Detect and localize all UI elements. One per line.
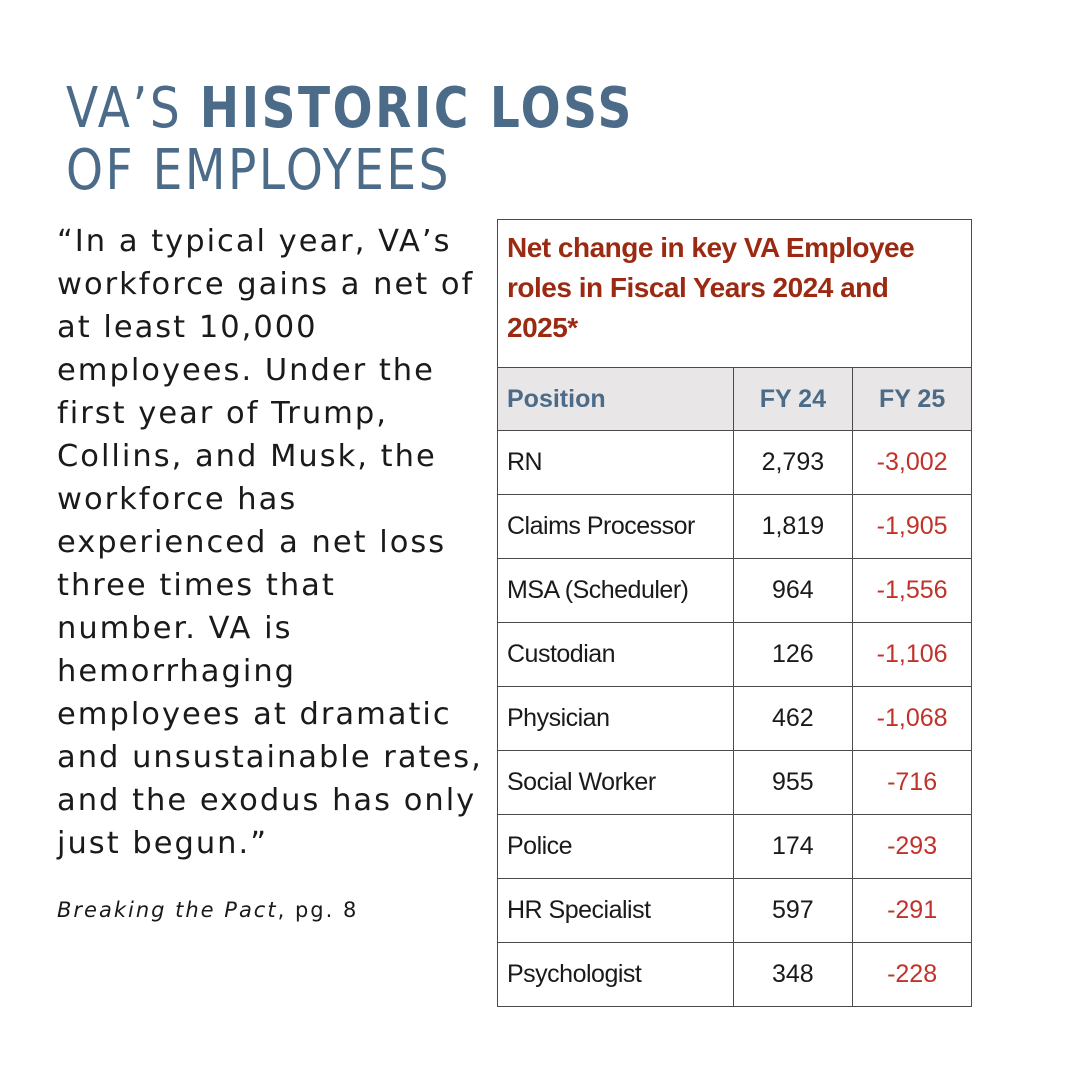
title-part-1: VA’S xyxy=(66,76,183,141)
cell-position: MSA (Scheduler) xyxy=(498,559,734,623)
header-fy25: FY 25 xyxy=(853,368,972,431)
cell-fy25: -293 xyxy=(853,815,972,879)
cell-fy24: 126 xyxy=(733,623,853,687)
table-caption-row xyxy=(498,220,972,368)
cell-position: Psychologist xyxy=(498,943,734,1007)
title-part-2: HISTORIC LOSS xyxy=(199,76,634,141)
cell-fy25: -1,905 xyxy=(853,495,972,559)
cell-fy24: 462 xyxy=(733,687,853,751)
cell-fy24: 964 xyxy=(733,559,853,623)
employee-change-table xyxy=(497,219,972,1007)
table-row xyxy=(498,879,972,943)
cell-fy25: -291 xyxy=(853,879,972,943)
table-row xyxy=(498,943,972,1007)
table-row xyxy=(498,559,972,623)
citation-page: , pg. 8 xyxy=(277,898,359,922)
table-row xyxy=(498,815,972,879)
cell-fy25: -3,002 xyxy=(853,431,972,495)
title-part-3: OF EMPLOYEES xyxy=(66,138,451,203)
table-row xyxy=(498,623,972,687)
table-row xyxy=(498,431,972,495)
cell-position: Social Worker xyxy=(498,751,734,815)
table-row xyxy=(498,687,972,751)
employee-table-container xyxy=(497,219,972,1007)
cell-fy24: 597 xyxy=(733,879,853,943)
cell-fy24: 1,819 xyxy=(733,495,853,559)
citation xyxy=(57,898,358,922)
cell-fy24: 955 xyxy=(733,751,853,815)
cell-position: Police xyxy=(498,815,734,879)
cell-position: Custodian xyxy=(498,623,734,687)
cell-position: Claims Processor xyxy=(498,495,734,559)
cell-position: RN xyxy=(498,431,734,495)
header-fy24: FY 24 xyxy=(733,368,853,431)
header-position: Position xyxy=(498,368,734,431)
cell-position: HR Specialist xyxy=(498,879,734,943)
cell-fy25: -716 xyxy=(853,751,972,815)
citation-source: Breaking the Pact xyxy=(57,898,278,922)
cell-fy25: -1,556 xyxy=(853,559,972,623)
table-row xyxy=(498,495,972,559)
table-row xyxy=(498,751,972,815)
cell-position: Physician xyxy=(498,687,734,751)
cell-fy24: 348 xyxy=(733,943,853,1007)
table-caption: Net change in key VA Employee roles in Fiscal Years 2024 and 2025* xyxy=(498,220,972,368)
cell-fy24: 2,793 xyxy=(733,431,853,495)
page-title xyxy=(66,78,634,202)
cell-fy25: -1,106 xyxy=(853,623,972,687)
cell-fy25: -228 xyxy=(853,943,972,1007)
cell-fy24: 174 xyxy=(733,815,853,879)
quote-text: “In a typical year, VA’s workforce gains a net of at least 10,000 employees. Under the first year of Trump, Collins, and Musk, the workforce has experienced a net loss three times that number. VA is hemorrhaging employees at dramatic and unsustainable rates, and the exodus has only just begun.” xyxy=(57,224,483,861)
cell-fy25: -1,068 xyxy=(853,687,972,751)
table-header-row xyxy=(498,368,972,431)
